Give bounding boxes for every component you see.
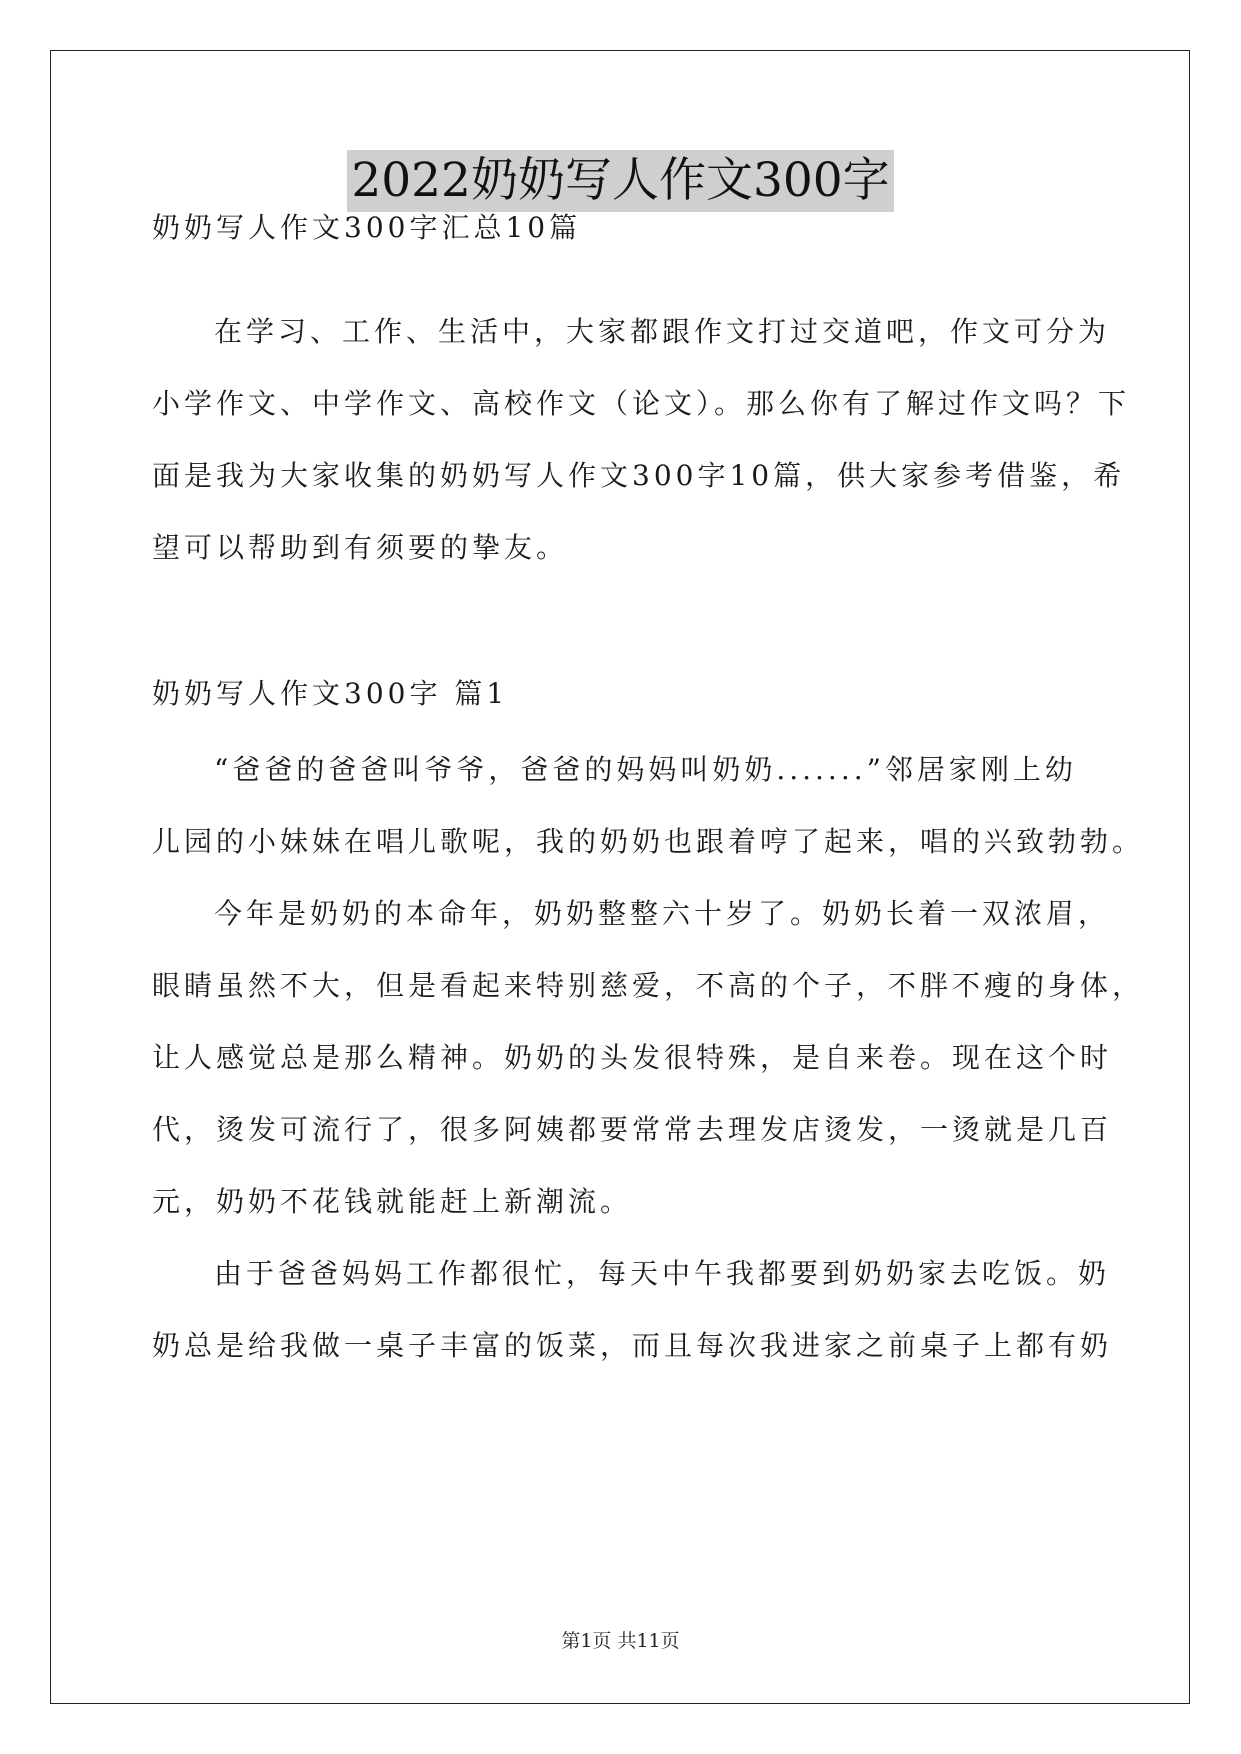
intro-line: 在学习、工作、生活中，大家都跟作文打过交道吧，作文可分为 [214, 315, 1111, 348]
body-line: 眼睛虽然不大，但是看起来特别慈爱，不高的个子，不胖不瘦的身体， [152, 969, 1145, 1002]
section-heading: 奶奶写人作文300字 篇1 [152, 677, 509, 710]
intro-line: 面是我为大家收集的奶奶写人作文300字10篇，供大家参考借鉴，希 [152, 459, 1126, 492]
body-line: 奶总是给我做一桌子丰富的饭菜，而且每次我进家之前桌子上都有奶 [152, 1329, 1113, 1362]
body-line: 让人感觉总是那么精神。奶奶的头发很特殊，是自来卷。现在这个时 [152, 1041, 1113, 1074]
body-line: 今年是奶奶的本命年，奶奶整整六十岁了。奶奶长着一双浓眉， [214, 897, 1111, 930]
body-line: “爸爸的爸爸叫爷爷，爸爸的妈妈叫奶奶.......”邻居家刚上幼 [214, 753, 1077, 786]
page-border [50, 50, 1190, 1704]
title-container [0, 150, 1241, 212]
document-subtitle: 奶奶写人作文300字汇总10篇 [152, 211, 582, 244]
body-line: 儿园的小妹妹在唱儿歌呢，我的奶奶也跟着哼了起来，唱的兴致勃勃。 [152, 825, 1145, 858]
document-title: 2022奶奶写人作文300字 [347, 150, 893, 212]
intro-line: 小学作文、中学作文、高校作文（论文）。那么你有了解过作文吗？下 [152, 387, 1131, 420]
body-line: 代，烫发可流行了，很多阿姨都要常常去理发店烫发，一烫就是几百 [152, 1113, 1113, 1146]
intro-line: 望可以帮助到有须要的挚友。 [152, 531, 569, 564]
page-footer: 第1页 共11页 [561, 1630, 680, 1652]
body-line: 由于爸爸妈妈工作都很忙，每天中午我都要到奶奶家去吃饭。奶 [214, 1257, 1111, 1290]
body-line: 元，奶奶不花钱就能赶上新潮流。 [152, 1185, 633, 1218]
